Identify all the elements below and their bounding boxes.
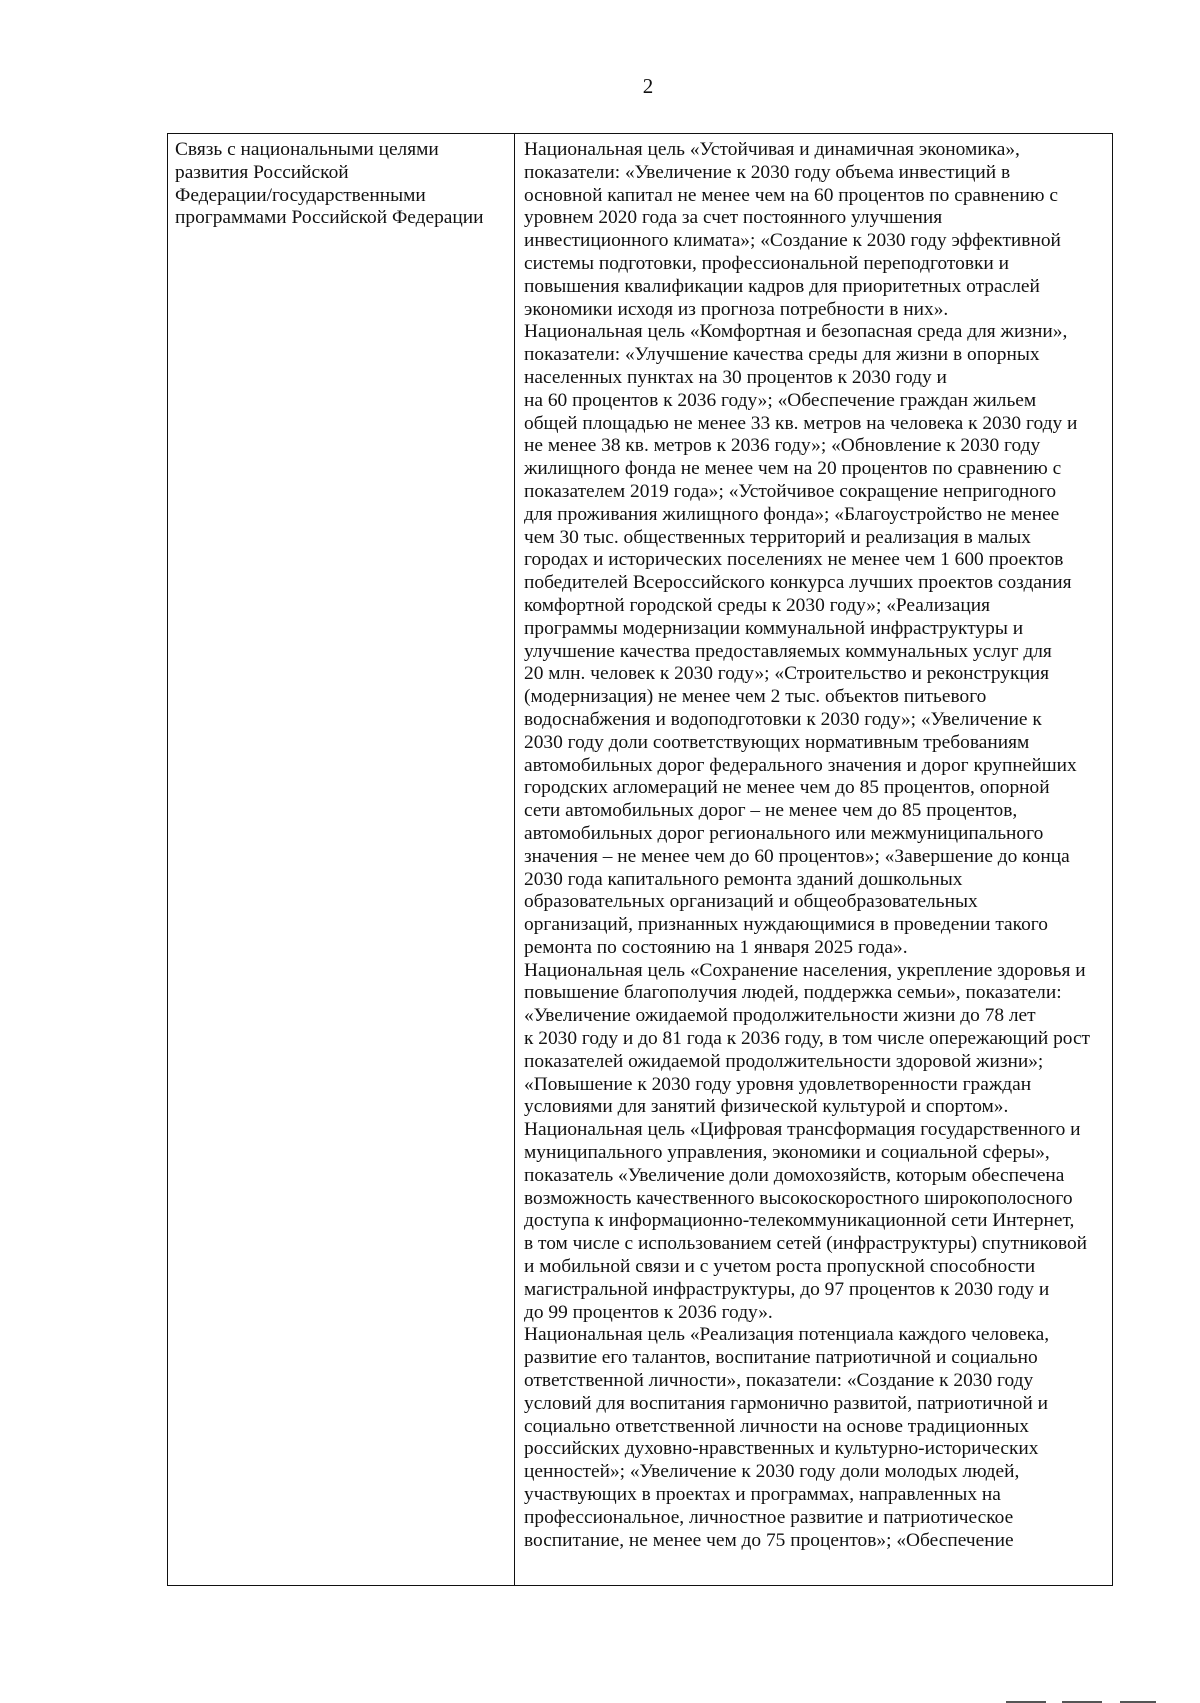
text-line: показателей ожидаемой продолжительности здоровой жизни»;: [524, 1050, 1044, 1072]
table-row: [168, 134, 1113, 1586]
cell-label-text: [175, 139, 508, 230]
text-line: развитие его талантов, воспитание патриотичной и социально: [524, 1347, 1038, 1369]
text-line: на 60 процентов к 2036 году»; «Обеспечение граждан жильем: [524, 389, 1037, 411]
text-line: 2030 году доли соответствующих нормативным требованиям: [524, 731, 1030, 753]
text-line: Национальная цель «Устойчивая и динамичная экономика»,: [524, 139, 1020, 160]
text-line: условиями для занятий физической культурой и спортом».: [524, 1096, 1009, 1118]
text-line: общей площадью не менее 33 кв. метров на человека к 2030 году и: [524, 412, 1078, 434]
text-line: основной капитал не менее чем на 60 процентов по сравнению с: [524, 184, 1058, 206]
text-line: Федерации/государственными: [175, 184, 426, 206]
text-line: 20 млн. человек к 2030 году»; «Строительство и реконструкция: [524, 663, 1050, 685]
text-line: сети автомобильных дорог – не менее чем до 85 процентов,: [524, 800, 1018, 822]
text-line: развития Российской: [175, 161, 349, 183]
page-number: 2: [642, 74, 654, 98]
table-cell-label: [168, 134, 515, 1586]
text-line: к 2030 году и до 81 года к 2036 году, в том числе опережающий рост: [524, 1028, 1091, 1050]
text-line: (модернизация) не менее чем 2 тыс. объектов питьевого: [524, 686, 987, 708]
text-line: доступа к информационно-телекоммуникационной сети Интернет,: [524, 1210, 1075, 1232]
text-line: ценностей»; «Увеличение к 2030 году доли молодых людей,: [524, 1461, 1020, 1483]
text-line: системы подготовки, профессиональной переподготовки и: [524, 252, 1010, 274]
passport-table: [167, 133, 1113, 1586]
text-line: показатель «Увеличение доли домохозяйств, которым обеспечена: [524, 1164, 1065, 1186]
text-line: повышение благополучия людей, поддержка семьи», показатели:: [524, 982, 1062, 1004]
text-line: участвующих в проектах и программах, направленных на: [524, 1484, 1001, 1506]
text-line: населенных пунктах на 30 процентов к 2030 году и: [524, 366, 947, 388]
text-line: воспитание, не менее чем до 75 процентов»; «Обеспечение: [524, 1529, 1014, 1551]
text-line: не менее 38 кв. метров к 2036 году»; «Обновление к 2030 году: [524, 435, 1041, 457]
text-line: программы модернизации коммунальной инфраструктуры и: [524, 617, 1024, 639]
text-line: городах и исторических поселениях не менее чем 1 600 проектов: [524, 549, 1064, 571]
text-line: комфортной городской среды к 2030 году»; «Реализация: [524, 594, 991, 616]
text-line: чем 30 тыс. общественных территорий и реализация в малых: [524, 526, 1031, 548]
text-line: муниципального управления, экономики и социальной сферы»,: [524, 1142, 1050, 1164]
text-line: социально ответственной личности на основе традиционных: [524, 1415, 1029, 1437]
text-line: возможность качественного высокоскоростного широкополосного: [524, 1187, 1073, 1209]
text-line: ответственной личности», показатели: «Создание к 2030 году: [524, 1370, 1034, 1392]
text-line: автомобильных дорог регионального или межмуниципального: [524, 822, 1044, 844]
text-line: программами Российской Федерации: [175, 207, 484, 229]
text-line: уровнем 2020 года за счет постоянного улучшения: [524, 207, 943, 229]
text-line: до 99 процентов к 2036 году».: [524, 1301, 773, 1323]
text-line: Национальная цель «Цифровая трансформация государственного и: [524, 1119, 1081, 1141]
text-line: Связь с национальными целями: [175, 139, 439, 160]
text-line: показателем 2019 года»; «Устойчивое сокращение непригодного: [524, 480, 1057, 502]
text-line: и мобильной связи и с учетом роста пропускной способности: [524, 1256, 1036, 1278]
text-line: условий для воспитания гармонично развитой, патриотичной и: [524, 1392, 1048, 1414]
table-cell-content: [515, 134, 1113, 1586]
text-line: повышения квалификации кадров для приоритетных отраслей: [524, 275, 1040, 297]
text-line: в том числе с использованием сетей (инфраструктуры) спутниковой: [524, 1233, 1088, 1255]
text-line: организаций, признанных нуждающимися в проведении такого: [524, 914, 1048, 936]
text-line: экономики исходя из прогноза потребности в них».: [524, 298, 949, 320]
text-line: значения – не менее чем до 60 процентов»; «Завершение до конца: [524, 845, 1070, 867]
text-line: «Увеличение ожидаемой продолжительности жизни до 78 лет: [524, 1005, 1036, 1027]
text-line: Национальная цель «Комфортная и безопасная среда для жизни»,: [524, 321, 1068, 343]
text-line: российских духовно-нравственных и культурно-исторических: [524, 1438, 1039, 1460]
text-line: «Повышение к 2030 году уровня удовлетворенности граждан: [524, 1073, 1032, 1095]
text-line: показатели: «Увеличение к 2030 году объема инвестиций в: [524, 161, 1011, 183]
text-line: профессиональное, личностное развитие и патриотическое: [524, 1506, 1014, 1528]
text-line: водоснабжения и водоподготовки к 2030 году»; «Увеличение к: [524, 708, 1042, 730]
text-line: улучшение качества предоставляемых коммунальных услуг для: [524, 640, 1052, 662]
text-line: автомобильных дорог федерального значения и дорог крупнейших: [524, 754, 1077, 776]
text-line: для проживания жилищного фонда»; «Благоустройство не менее: [524, 503, 1060, 525]
text-line: магистральной инфраструктуры, до 97 процентов к 2030 году и: [524, 1278, 1050, 1300]
text-line: показатели: «Улучшение качества среды для жизни в опорных: [524, 344, 1040, 366]
text-line: жилищного фонда не менее чем на 20 процентов по сравнению с: [524, 458, 1062, 480]
text-line: инвестиционного климата»; «Создание к 2030 году эффективной: [524, 230, 1061, 252]
text-line: образовательных организаций и общеобразовательных: [524, 891, 978, 913]
text-line: ремонта по состоянию на 1 января 2025 года».: [524, 936, 908, 958]
text-line: Национальная цель «Сохранение населения, укрепление здоровья и: [524, 959, 1086, 981]
text-line: Национальная цель «Реализация потенциала каждого человека,: [524, 1324, 1050, 1346]
text-line: городских агломераций не менее чем до 85 процентов, опорной: [524, 777, 1050, 799]
text-line: победителей Всероссийского конкурса лучших проектов создания: [524, 572, 1072, 594]
cell-content-text: [524, 139, 1108, 1552]
text-line: 2030 года капитального ремонта зданий дошкольных: [524, 868, 963, 890]
